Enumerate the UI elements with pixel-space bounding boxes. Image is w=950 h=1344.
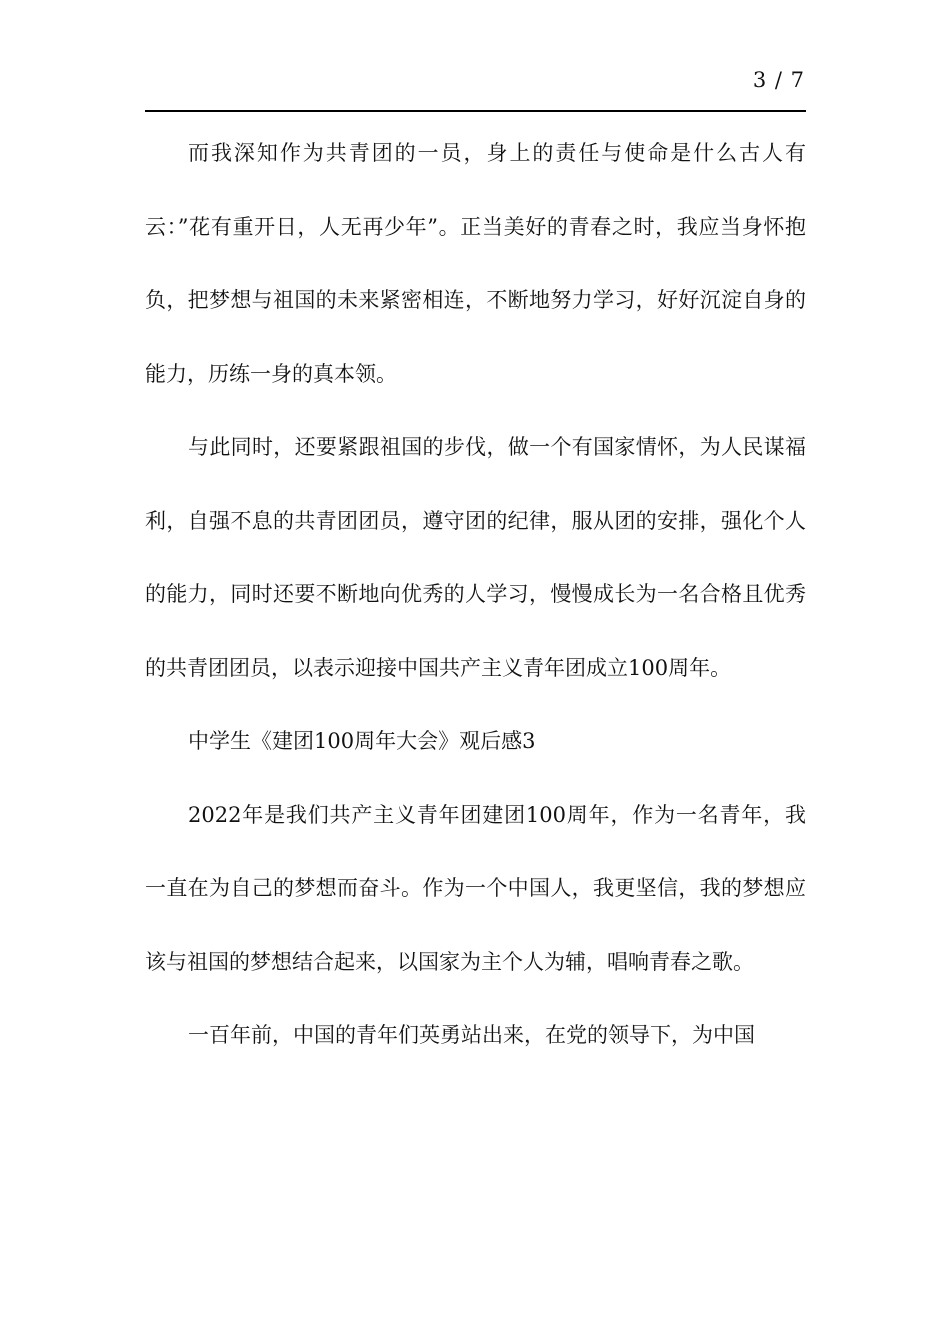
paragraph-responsibility: 而我深知作为共青团的一员，身上的责任与使命是什么古人有云：”花有重开日，人无再少年”。正当美好的青春之时，我应当身怀抱负，把梦想与祖国的未来紧密相连，不断地努力学习，好好沉淀自身的能力，历练一身的真本领。	[145, 141, 806, 386]
page-number: 3 / 7	[752, 68, 805, 92]
document-body	[145, 117, 806, 1073]
paragraph-hundred-years-ago: 一百年前，中国的青年们英勇站出来，在党的领导下，为中国	[188, 1023, 755, 1047]
paragraph-follow-motherland: 与此同时，还要紧跟祖国的步伐，做一个有国家情怀，为人民谋福利，自强不息的共青团团员，遵守团的纪律，服从团的安排，强化个人的能力，同时还要不断地向优秀的人学习，慢慢成长为一名合格且优秀的共青团团员，以表示迎接中国共产主义青年团成立100周年。	[145, 435, 806, 680]
paragraph-centenary: 2022年是我们共产主义青年团建团100周年，作为一名青年，我一直在为自己的梦想而奋斗。作为一个中国人，我更坚信，我的梦想应该与祖国的梦想结合起来，以国家为主个人为辅，唱响青春之歌。	[145, 802, 806, 974]
section-heading: 中学生《建团100周年大会》观后感3	[188, 729, 536, 753]
header-divider	[145, 110, 806, 112]
